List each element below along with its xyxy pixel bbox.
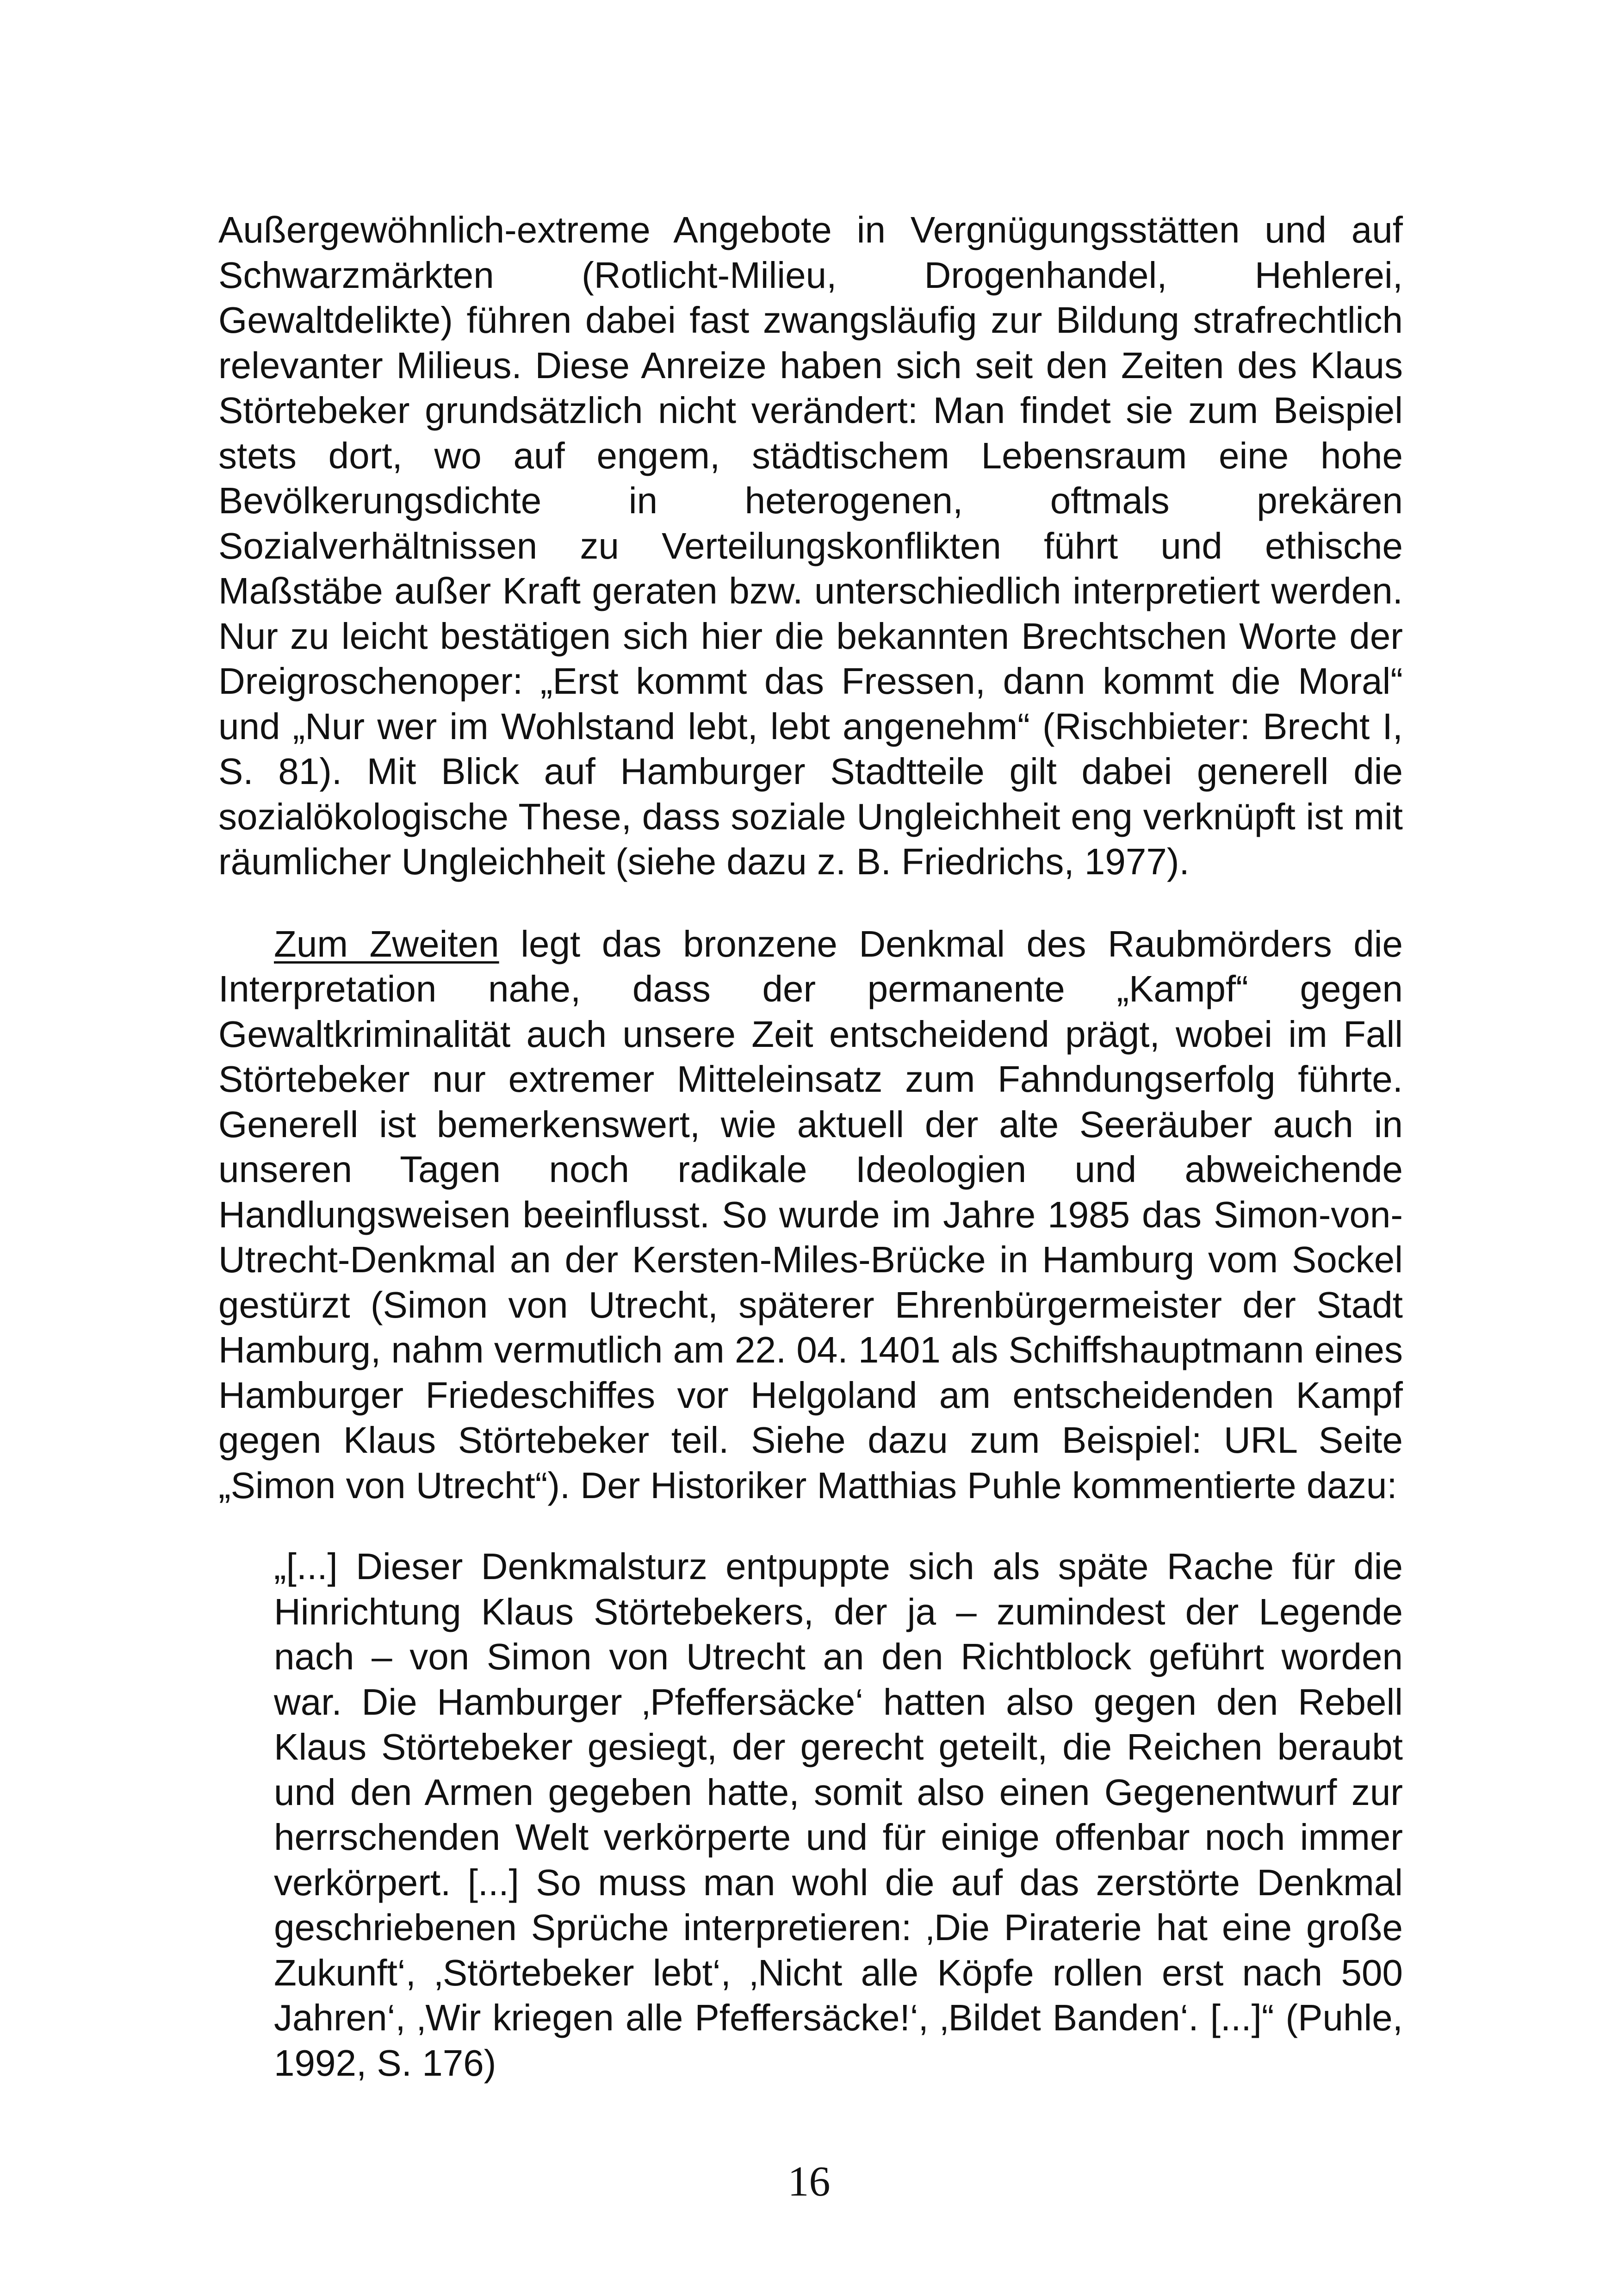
- page-body: [218, 207, 1403, 2085]
- block-quote: „[...] Dieser Denkmalsturz entpuppte sich als späte Rache für die Hinrichtung Klaus Störtebekers, der ja – zumindest der Legende nach – von Simon von Utrecht an den Richtblock geführt worden war. Die Hamburger ‚Pfeffersäcke‘ hatten also gegen den Rebell Klaus Störtebeker gesiegt, der gerecht geteilt, die Reichen beraubt und den Armen gegeben hatte, somit also einen Gegenentwurf zur herrschenden Welt verkörperte und für einige offenbar noch immer verkörpert. [...] So muss man wohl die auf das zerstörte Denkmal geschriebenen Sprüche interpretieren: ‚Die Piraterie hat eine große Zukunft‘, ‚Störtebeker lebt‘, ‚Nicht alle Köpfe rollen erst nach 500 Jahren‘, ‚Wir kriegen alle Pfeffersäcke!‘, ‚Bildet Banden‘. [...]“ (Puhle, 1992, S. 176): [274, 1546, 1403, 2084]
- body-paragraph-2: [218, 921, 1403, 1508]
- paragraph-lead-underlined: Zum Zweiten: [274, 923, 499, 964]
- body-paragraph-1: Außergewöhnlich-extreme Angebote in Vergnügungsstätten und auf Schwarzmärkten (Rotlicht-Milieu, Drogenhandel, Hehlerei, Gewaltdelikte) führen dabei fast zwangsläufig zur Bildung strafrechtlich relevanter Milieus. Diese Anreize haben sich seit den Zeiten des Klaus Störtebeker grundsätzlich nicht verändert: Man findet sie zum Beispiel stets dort, wo auf engem, städtischem Lebensraum eine hohe Bevölkerungsdichte in heterogenen, oftmals prekären Sozialverhältnissen zu Verteilungskonflikten führt und ethische Maßstäbe außer Kraft geraten bzw. unterschiedlich interpretiert werden. Nur zu leicht bestätigen sich hier die bekannten Brechtschen Worte der Dreigroschenoper: „Erst kommt das Fressen, dann kommt die Moral“ und „Nur wer im Wohlstand lebt, lebt angenehm“ (Rischbieter: Brecht I, S. 81). Mit Blick auf Hamburger Stadtteile gilt dabei generell die sozialökologische These, dass soziale Ungleichheit eng verknüpft ist mit räumlicher Ungleichheit (siehe dazu z. B. Friedrichs, 1977).: [218, 209, 1403, 882]
- paragraph-2-text: legt das bronzene Denkmal des Raubmörders die Interpretation nahe, dass der permanente „Kampf“ gegen Gewaltkriminalität auch unsere Zeit entscheidend prägt, wobei im Fall Störtebeker nur extremer Mitteleinsatz zum Fahndungserfolg führte. Generell ist bemerkenswert, wie aktuell der alte Seeräuber auch in unseren Tagen noch radikale Ideologien und abweichende Handlungsweisen beeinflusst. So wurde im Jahre 1985 das Simon-von-Utrecht-Denkmal an der Kersten-Miles-Brücke in Hamburg vom Sockel gestürzt (Simon von Utrecht, späterer Ehrenbürgermeister der Stadt Hamburg, nahm vermutlich am 22. 04. 1401 als Schiffshauptmann eines Hamburger Friedeschiffes vor Helgoland am entscheidenden Kampf gegen Klaus Störtebeker teil. Siehe dazu zum Beispiel: URL Seite „Simon von Utrecht“). Der Historiker Matthias Puhle kommentierte dazu:: [218, 923, 1403, 1506]
- page-number: 16: [787, 2158, 831, 2205]
